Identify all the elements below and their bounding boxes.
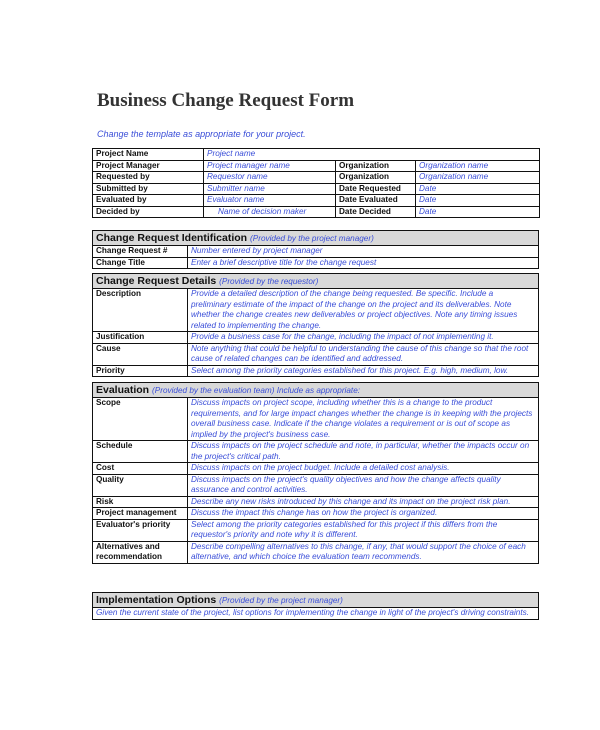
project-name-field[interactable]: Project name (204, 149, 540, 161)
project-management-label: Project management (93, 508, 188, 520)
table-row (93, 160, 540, 172)
table-row (93, 195, 540, 207)
table-row (93, 246, 539, 258)
section-header-row (93, 274, 539, 289)
table-row (93, 257, 539, 269)
evaluation-table (92, 382, 539, 564)
decided-by-field[interactable]: Name of decision maker (204, 206, 336, 218)
evaluation-header-sub: (Provided by the evaluation team) Include as appropriate: (152, 386, 361, 395)
table-row (93, 183, 540, 195)
organization-field[interactable]: Organization name (416, 160, 540, 172)
description-label: Description (93, 289, 188, 332)
priority-field[interactable]: Select among the priority categories established for this project. E.g. high, medium, low. (188, 365, 539, 377)
evaluated-by-field[interactable]: Evaluator name (204, 195, 336, 207)
risk-label: Risk (93, 496, 188, 508)
section-header (93, 593, 539, 608)
schedule-field[interactable]: Discuss impacts on the project schedule and note, in particular, whether the impacts occur on the project's critical path. (188, 441, 539, 463)
table-row (93, 541, 539, 563)
change-request-number-label: Change Request # (93, 246, 188, 258)
table-row (93, 519, 539, 541)
table-row (93, 496, 539, 508)
table-row (93, 289, 539, 332)
intro-text: Change the template as appropriate for your project. (97, 129, 306, 139)
page-title: Business Change Request Form (97, 90, 355, 111)
implementation-header: Implementation Options (96, 594, 217, 606)
cause-label: Cause (93, 343, 188, 365)
date-decided-label: Date Decided (336, 206, 416, 218)
change-title-label: Change Title (93, 257, 188, 269)
decided-by-label: Decided by (93, 206, 204, 218)
table-row (93, 365, 539, 377)
alternatives-field[interactable]: Describe compelling alternatives to this change, if any, that would support the choice of each alternative, and which choice the evaluation team recommends. (188, 541, 539, 563)
submitted-by-field[interactable]: Submitter name (204, 183, 336, 195)
project-management-field[interactable]: Discuss the impact this change has on how the project is organized. (188, 508, 539, 520)
table-row (93, 206, 540, 218)
identification-header-sub: (Provided by the project manager) (250, 234, 374, 243)
justification-field[interactable]: Provide a business case for the change, including the impact of not implementing it. (188, 332, 539, 344)
table-row (93, 474, 539, 496)
project-manager-label: Project Manager (93, 160, 204, 172)
section-header (93, 383, 539, 398)
table-row (93, 398, 539, 441)
section-header-row (93, 383, 539, 398)
change-request-number-field[interactable]: Number entered by project manager (188, 246, 539, 258)
table-row (93, 508, 539, 520)
date-evaluated-field[interactable]: Date (416, 195, 540, 207)
details-header: Change Request Details (96, 275, 217, 287)
project-info-table (92, 148, 540, 218)
project-manager-field[interactable]: Project manager name (204, 160, 336, 172)
date-decided-field[interactable]: Date (416, 206, 540, 218)
evaluators-priority-label: Evaluator's priority (93, 519, 188, 541)
scope-field[interactable]: Discuss impacts on project scope, including whether this is a change to the product requirements, and for large impact changes whether the change is in keeping with the projects overall business case. Indicate if the change violates a requirement or is out of scope as implied by the project's business case. (188, 398, 539, 441)
section-header-row (93, 231, 539, 246)
table-row (93, 343, 539, 365)
table-row (93, 172, 540, 184)
cost-label: Cost (93, 463, 188, 475)
organization-label: Organization (336, 160, 416, 172)
section-header (93, 274, 539, 289)
date-evaluated-label: Date Evaluated (336, 195, 416, 207)
evaluation-header: Evaluation (96, 384, 150, 396)
organization-field[interactable]: Organization name (416, 172, 540, 184)
date-requested-field[interactable]: Date (416, 183, 540, 195)
table-row (93, 463, 539, 475)
quality-field[interactable]: Discuss impacts on the project's quality objectives and how the change affects quality assurance and control activities. (188, 474, 539, 496)
implementation-header-sub: (Provided by the project manager) (219, 596, 343, 605)
project-name-label: Project Name (93, 149, 204, 161)
details-table (92, 273, 539, 377)
requested-by-field[interactable]: Requestor name (204, 172, 336, 184)
table-row (93, 608, 539, 620)
cause-field[interactable]: Note anything that could be helpful to understanding the cause of this change so that the root cause of related changes can be identified and addressed. (188, 343, 539, 365)
requested-by-label: Requested by (93, 172, 204, 184)
submitted-by-label: Submitted by (93, 183, 204, 195)
quality-label: Quality (93, 474, 188, 496)
scope-label: Scope (93, 398, 188, 441)
change-title-field[interactable]: Enter a brief descriptive title for the change request (188, 257, 539, 269)
table-row (93, 149, 540, 161)
implementation-options-field[interactable]: Given the current state of the project, list options for implementing the change in light of the project's driving constraints. (93, 608, 539, 620)
cost-field[interactable]: Discuss impacts on the project budget. Include a detailed cost analysis. (188, 463, 539, 475)
identification-table (92, 230, 539, 269)
evaluators-priority-field[interactable]: Select among the priority categories established for this project if this differs from the requestor's priority and note why it is different. (188, 519, 539, 541)
details-header-sub: (Provided by the requestor) (219, 277, 319, 286)
schedule-label: Schedule (93, 441, 188, 463)
description-field[interactable]: Provide a detailed description of the change being requested. Be specific. Include a preliminary estimate of the impact of the change on the project and its deliverables. Note whether the change creates new deliverables or project objectives. Note any timing issues related to implementing the change. (188, 289, 539, 332)
evaluated-by-label: Evaluated by (93, 195, 204, 207)
implementation-table (92, 592, 539, 620)
table-row (93, 441, 539, 463)
organization-label: Organization (336, 172, 416, 184)
justification-label: Justification (93, 332, 188, 344)
identification-header: Change Request Identification (96, 232, 248, 244)
risk-field[interactable]: Describe any new risks introduced by this change and its impact on the project risk plan. (188, 496, 539, 508)
table-row (93, 332, 539, 344)
section-header-row (93, 593, 539, 608)
section-header (93, 231, 539, 246)
alternatives-label: Alternatives and recommendation (93, 541, 188, 563)
date-requested-label: Date Requested (336, 183, 416, 195)
priority-label: Priority (93, 365, 188, 377)
